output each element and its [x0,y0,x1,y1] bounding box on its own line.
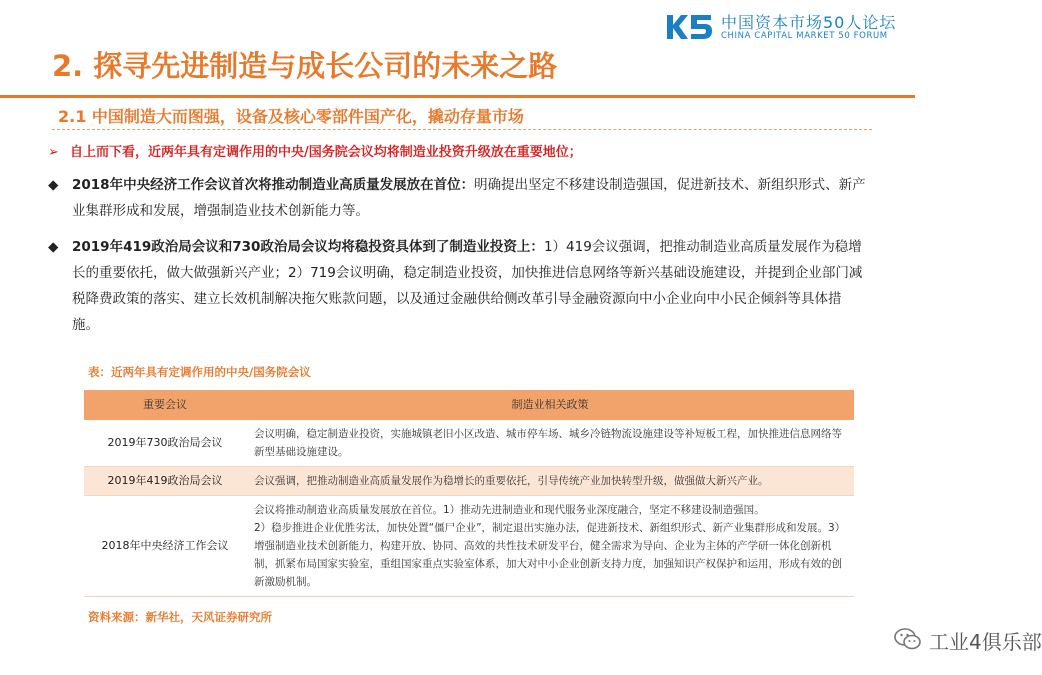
logo-chinese-name: 中国资本市场50人论坛 [721,13,897,32]
table-row [84,420,854,467]
table-row [84,467,854,496]
section-subtitle: 2.1 中国制造大而图强，设备及核心零部件国产化，撬动存量市场 [58,107,524,126]
bullet-body: 1）419会议强调，把推动制造业高质量发展作为稳增长的重要依托，做大做强新兴产业；2）719会议明确，稳定制造业投资，加快推进信息网络等新兴基础设施建设，并提到企业部门减税降费政策的落实、建立长效机制解决拖欠账款问题，以及通过金融供给侧改革引导金融资源向中小企业向中小民企倾斜等具体措施。 [72,239,863,333]
source-note: 资料来源：新华社，天风证券研究所 [88,610,272,624]
policy-cell [246,496,854,597]
diamond-bullet-icon: ◆ [48,239,59,255]
meeting-cell: 2019年730政治局会议 [84,420,246,467]
forum-logo [663,10,897,46]
policy-line: 会议将推动制造业高质量发展放在首位。1）推动先进制造业和现代服务业深度融合，坚定不移建设制造强国。 [254,504,765,516]
bullet-heading: 2019年419政治局会议和730政治局会议均将稳投资具体到了制造业投资上： [72,239,544,255]
column-header: 制造业相关政策 [246,390,854,420]
arrow-bullet-icon: ➢ [48,145,59,160]
meeting-cell: 2019年419政治局会议 [84,467,246,496]
watermark-text: 工业4俱乐部 [929,630,1042,654]
table-row [84,496,854,597]
bullet-body: 明确提出坚定不移建设制造强国，促进新技术、新组织形式、新产业集群形成和发展，增强制造业技术创新能力等。 [72,177,866,219]
bullet-item [48,234,868,338]
policy-line: 2）稳步推进企业优胜劣汰，加快处置“僵尸企业”，制定退出实施办法，促进新技术、新组织形式、新产业集群形成和发展。3）增强制造业技术创新能力，构建开放、协同、高效的共性技术研发平台，健全需求为导向、企业为主体的产学研一体化创新机制，抓紧布局国家实验室，重组国家重点实验室体系，加大对中小企业创新支持力度，加强知识产权保护和运用，形成有效的创新激励机制。 [254,522,846,588]
table-caption: 表：近两年具有定调作用的中央/国务院会议 [88,365,311,379]
title-divider [0,95,915,98]
intro-line [48,141,582,160]
logo-english-name: CHINA CAPITAL MARKET 50 FORUM [721,31,888,41]
table-header-row [84,390,854,420]
bullet-item [48,172,868,224]
bullet-heading: 2018年中央经济工作会议首次将推动制造业高质量发展放在首位： [72,177,475,193]
subtitle-divider [52,129,872,130]
policy-cell: 会议强调，把推动制造业高质量发展作为稳增长的重要依托，引导传统产业加快转型升级，做强做大新兴产业。 [246,467,854,496]
wechat-icon [893,626,923,652]
k5-logo-icon [663,12,715,42]
intro-text: 自上而下看，近两年具有定调作用的中央/国务院会议均将制造业投资升级放在重要地位； [70,145,582,160]
page-title: 2. 探寻先进制造与成长公司的未来之路 [52,49,558,83]
column-header: 重要会议 [84,390,246,420]
meeting-cell: 2018年中央经济工作会议 [84,496,246,597]
policy-table [84,390,854,597]
policy-cell: 会议明确，稳定制造业投资，实施城镇老旧小区改造、城市停车场、城乡冷链物流设施建设等补短板工程，加快推进信息网络等新型基础设施建设。 [246,420,854,467]
diamond-bullet-icon: ◆ [48,177,59,193]
